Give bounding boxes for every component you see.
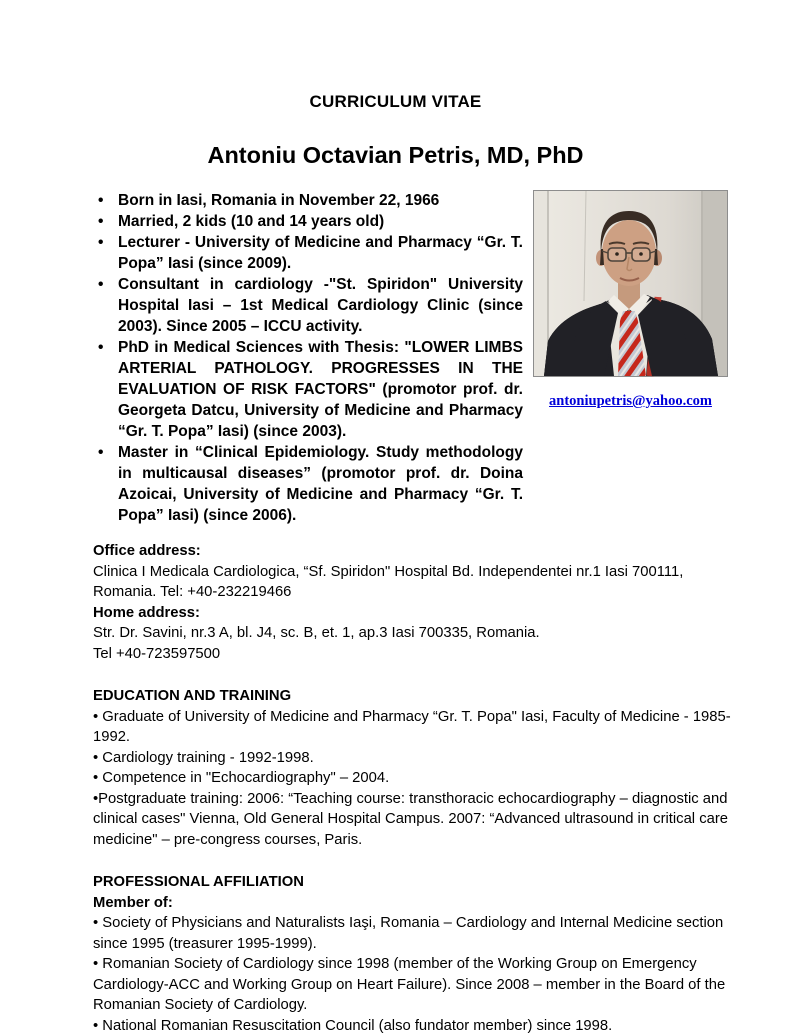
home-phone-text: Tel +40-723597500: [93, 644, 738, 665]
affiliation-section: [93, 872, 738, 1036]
bullet-text: PhD in Medical Sciences with Thesis: "LOWER LIMBS ARTERIAL PATHOLOGY. PROGRESSES IN THE EVALUATION OF RISK FACTORS" (promotor prof. dr. Georgeta Datcu, University of Medicine and Pharmacy “Gr. T. Popa” Iasi) (since 2003).: [118, 339, 523, 440]
profile-section: [93, 190, 728, 526]
bullet-text: Lecturer - University of Medicine and Pharmacy “Gr. T. Popa” Iasi (since 2009).: [118, 234, 523, 272]
home-address-text: Str. Dr. Savini, nr.3 A, bl. J4, sc. B, et. 1, ap.3 Iasi 700335, Romania.: [93, 623, 738, 644]
bullet-text: Married, 2 kids (10 and 14 years old): [118, 213, 384, 230]
doc-title: CURRICULUM VITAE: [0, 93, 791, 110]
bullet-item-lecturer: [93, 232, 523, 274]
bullet-marker: •: [98, 274, 103, 295]
profile-bullet-list: [93, 190, 523, 526]
bullet-marker: •: [98, 337, 103, 358]
email-wrap: [533, 392, 728, 410]
education-section: [93, 686, 738, 850]
portrait-photo: [533, 190, 728, 377]
person-name: Antoniu Octavian Petris, MD, PhD: [0, 143, 791, 167]
portrait-photo-drawing: [534, 191, 727, 376]
office-address-text: Clinica I Medicala Cardiologica, “Sf. Spiridon" Hospital Bd. Independentei nr.1 Iasi 700111, Romania. Tel: +40-232219466: [93, 562, 738, 603]
affiliation-item-society-physicians: • Society of Physicians and Naturalists Iaşi, Romania – Cardiology and Internal Medicine section since 1995 (treasurer 1995-1999).: [93, 913, 738, 954]
bullet-text: Consultant in cardiology -"St. Spiridon" University Hospital Iasi – 1st Medical Cardiology Clinic (since 2003). Since 2005 – ICCU activity.: [118, 276, 523, 335]
member-of-label: Member of:: [93, 893, 738, 914]
education-item-competence: • Competence in "Echocardiography" – 2004.: [93, 768, 738, 789]
home-address-label: Home address:: [93, 603, 738, 624]
bullet-marker: •: [98, 190, 103, 211]
bullet-item-master: [93, 442, 523, 526]
affiliation-heading: PROFESSIONAL AFFILIATION: [93, 872, 738, 893]
contact-section: [93, 541, 738, 664]
bullet-marker: •: [98, 211, 103, 232]
bullet-text: Born in Iasi, Romania in November 22, 1966: [118, 192, 439, 209]
education-heading: EDUCATION AND TRAINING: [93, 686, 738, 707]
affiliation-item-resuscitation-council: • National Romanian Resuscitation Council (also fundator member) since 1998.: [93, 1016, 738, 1036]
bullet-item-consultant: [93, 274, 523, 337]
bullet-item-phd: [93, 337, 523, 442]
bullet-marker: •: [98, 232, 103, 253]
bullet-item-birth: [93, 190, 523, 211]
bullet-item-family: [93, 211, 523, 232]
education-item-postgraduate: •Postgraduate training: 2006: “Teaching course: transthoracic echocardiography – diagnostic and clinical cases" Vienna, Old General Hospital Campus. 2007: “Advanced ultrasound in critical care medicine" – pre-congress courses, Paris.: [93, 789, 738, 851]
office-address-label: Office address:: [93, 541, 738, 562]
education-item-cardiology: • Cardiology training - 1992-1998.: [93, 748, 738, 769]
bullet-text: Master in “Clinical Epidemiology. Study methodology in multicausal diseases” (promotor prof. dr. Doina Azoicai, University of Medicine and Pharmacy “Gr. T. Popa” Iasi) (since 2006).: [118, 444, 523, 524]
bullet-marker: •: [98, 442, 103, 463]
email-link[interactable]: antoniupetris@yahoo.com: [549, 393, 712, 409]
affiliation-item-romanian-society-cardiology: • Romanian Society of Cardiology since 1998 (member of the Working Group on Emergency Cardiology-ACC and Working Group on Heart Failure). Since 2008 – member in the Board of the Romanian Society of Cardiology.: [93, 954, 738, 1016]
education-item-graduate: • Graduate of University of Medicine and Pharmacy “Gr. T. Popa" Iasi, Faculty of Medicine - 1985-1992.: [93, 707, 738, 748]
photo-column: [533, 190, 728, 526]
